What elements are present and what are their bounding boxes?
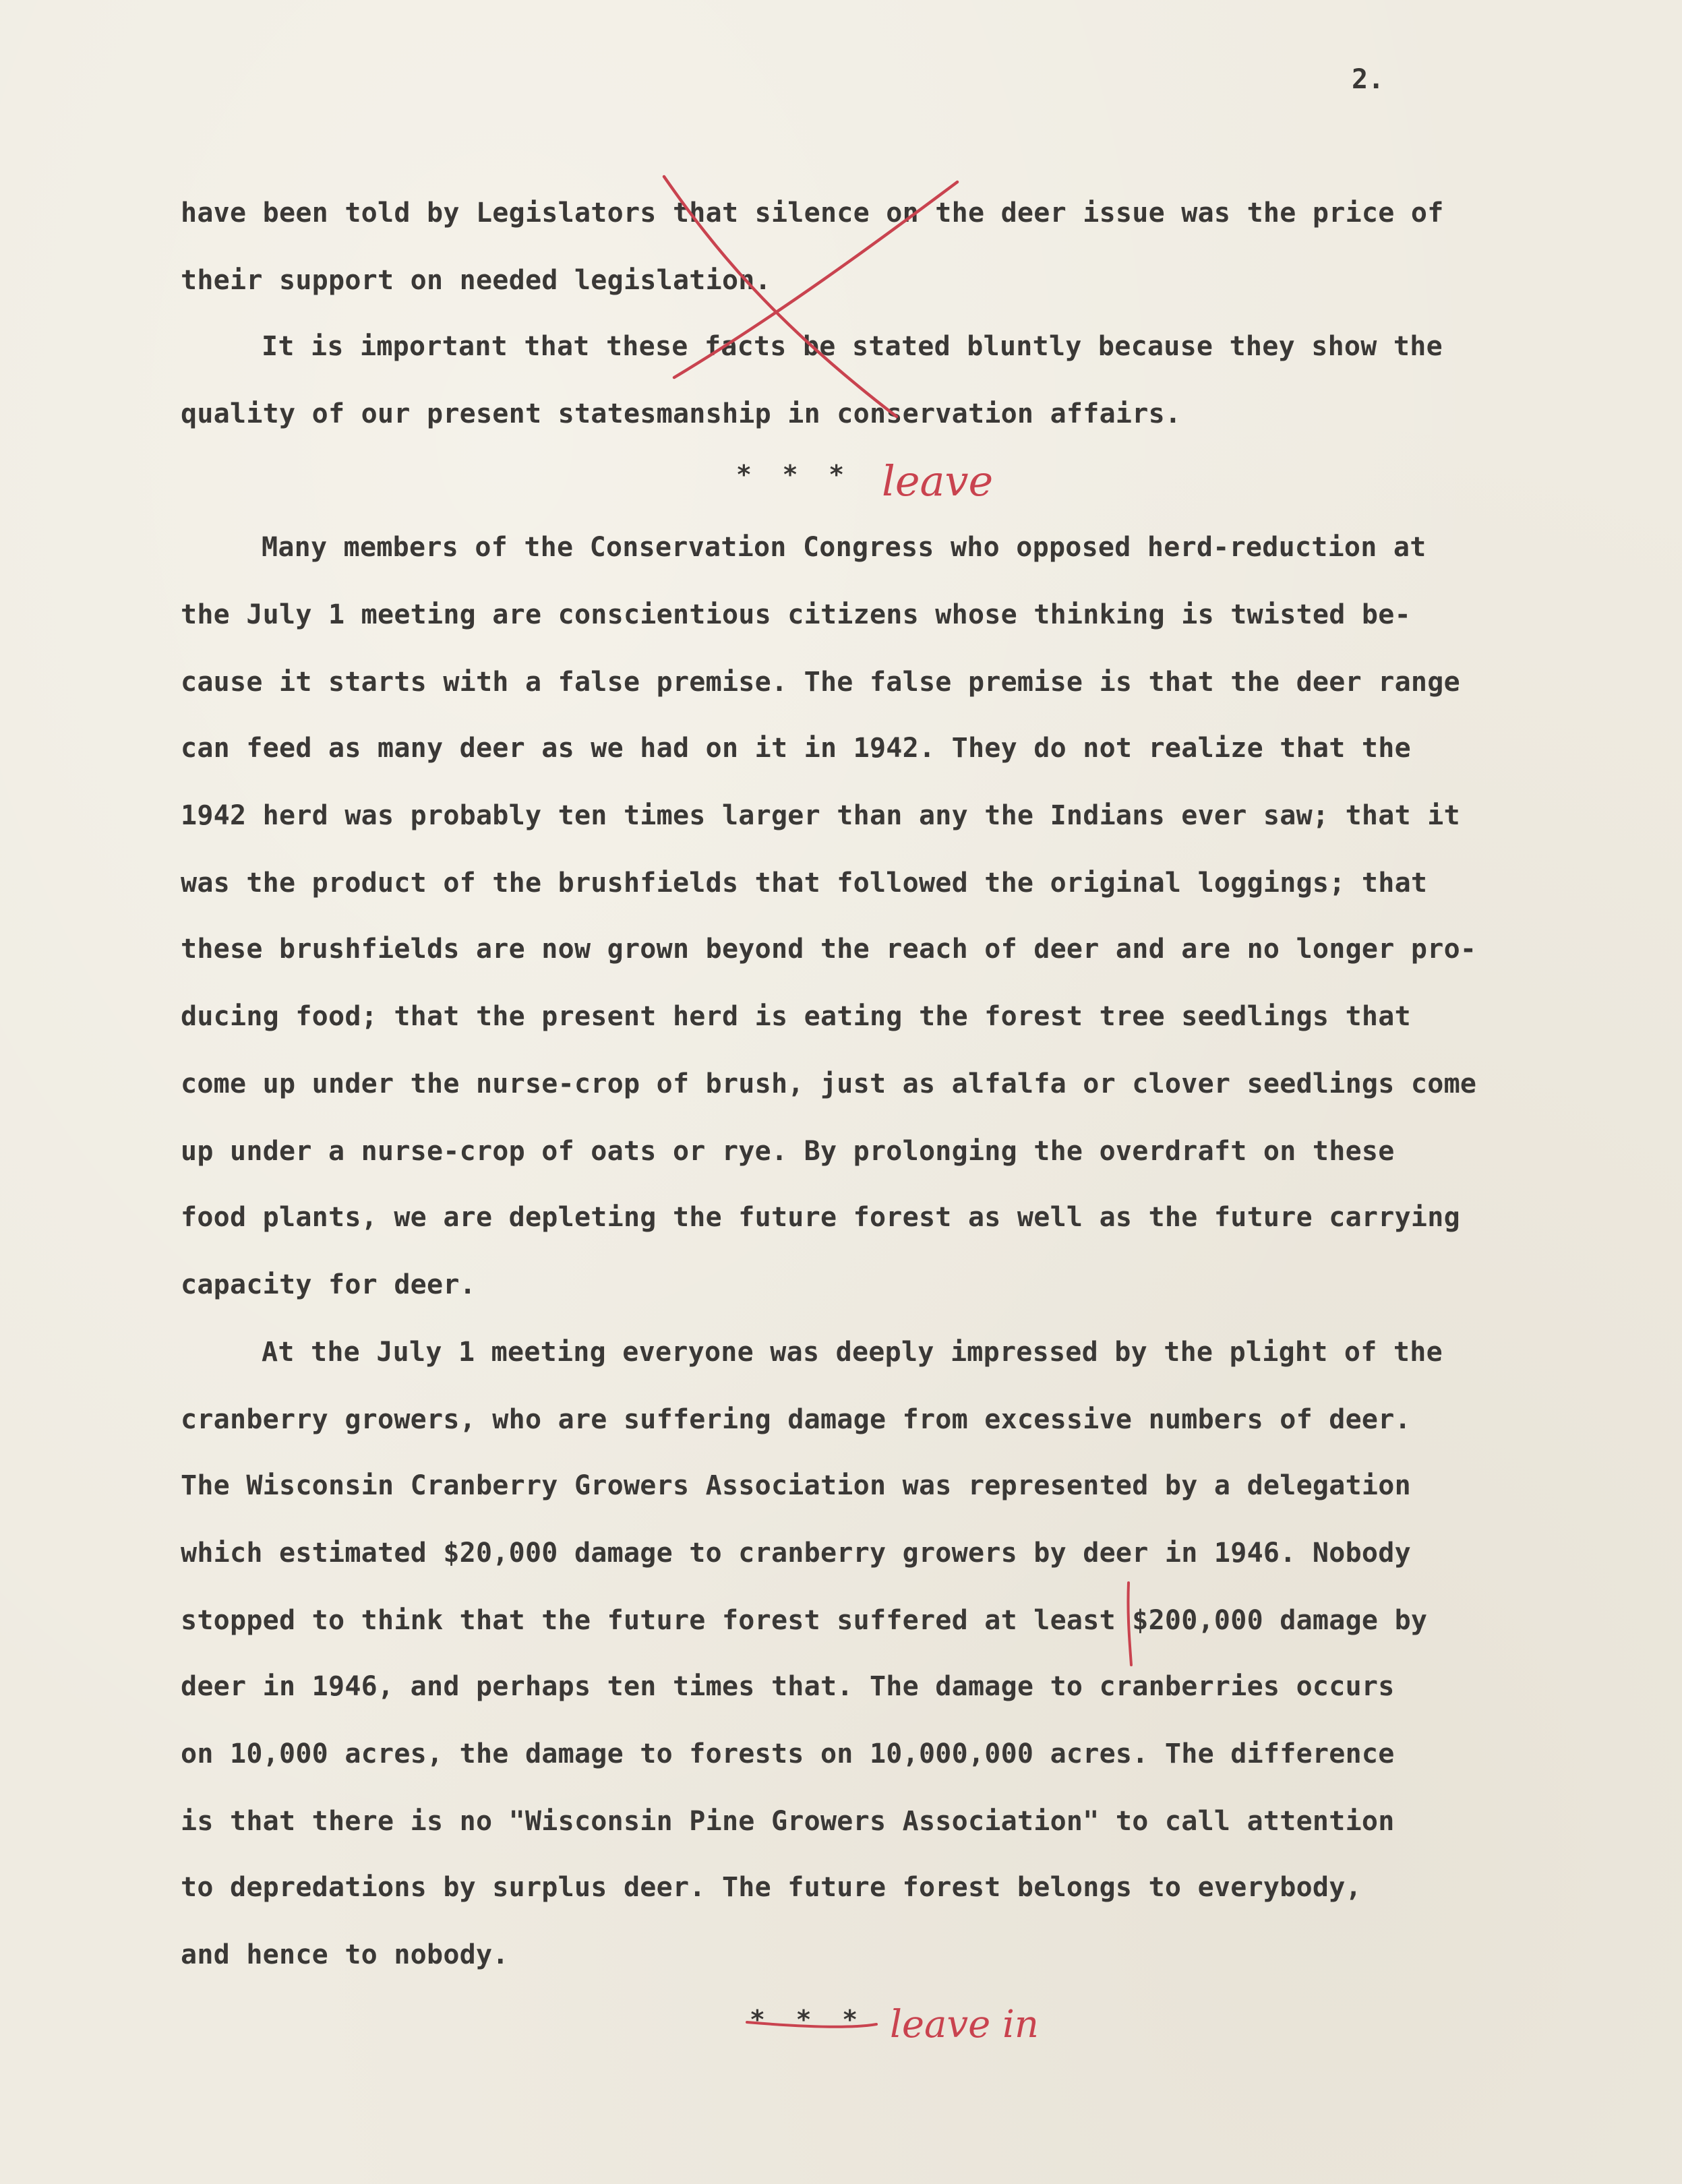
text-line: up under a nurse-crop of oats or rye. By prolonging the overdraft on these [181,1136,1395,1167]
text-line: Many members of the Conservation Congress who opposed herd-reduction at [262,532,1426,563]
text-line: deer in 1946, and perhaps ten times that. The damage to cranberries occurs [181,1671,1395,1702]
text-line: capacity for deer. [181,1269,476,1300]
section-separator: * * * [750,2005,858,2034]
text-line: on 10,000 acres, the damage to forests on 10,000,000 acres. The difference [181,1738,1395,1769]
text-line: their support on needed legislation. [181,265,771,296]
text-line: these brushfields are now grown beyond the reach of deer and are no longer pro- [181,934,1477,965]
page-number: 2. [1352,64,1385,95]
text-line: It is important that these facts be stated bluntly because they show the [262,331,1443,362]
text-line: cause it starts with a false premise. The false premise is that the deer range [181,667,1460,698]
text-line: quality of our present statesmanship in conservation affairs. [181,398,1182,429]
text-line: 1942 herd was probably ten times larger than any the Indians ever saw; that it [181,800,1460,831]
section-separator: * * * [736,460,845,489]
handwritten-annotation: leave in [890,2003,1039,2046]
text-line: cranberry growers, who are suffering damage from excessive numbers of deer. [181,1404,1411,1435]
text-line: was the product of the brushfields that followed the original loggings; that [181,868,1428,899]
text-line: stopped to think that the future forest suffered at least $200,000 damage by [181,1605,1428,1636]
text-line: the July 1 meeting are conscientious citizens whose thinking is twisted be- [181,599,1411,630]
text-line: ducing food; that the present herd is eating the forest tree seedlings that [181,1001,1411,1032]
text-line: and hence to nobody. [181,1939,509,1970]
text-line: is that there is no "Wisconsin Pine Growers Association" to call attention [181,1806,1395,1837]
text-line: The Wisconsin Cranberry Growers Association was represented by a delegation [181,1470,1411,1501]
text-line: food plants, we are depleting the future forest as well as the future carrying [181,1202,1460,1233]
text-line: can feed as many deer as we had on it in 1942. They do not realize that the [181,733,1411,764]
text-line: which estimated $20,000 damage to cranberry growers by deer in 1946. Nobody [181,1538,1411,1569]
handwritten-annotation: leave [882,456,994,506]
text-line: to depredations by surplus deer. The future forest belongs to everybody, [181,1872,1362,1903]
text-line: come up under the nurse-crop of brush, just as alfalfa or clover seedlings come [181,1068,1477,1099]
text-line: At the July 1 meeting everyone was deeply impressed by the plight of the [262,1337,1443,1368]
text-line: have been told by Legislators that silence on the deer issue was the price of [181,198,1444,229]
